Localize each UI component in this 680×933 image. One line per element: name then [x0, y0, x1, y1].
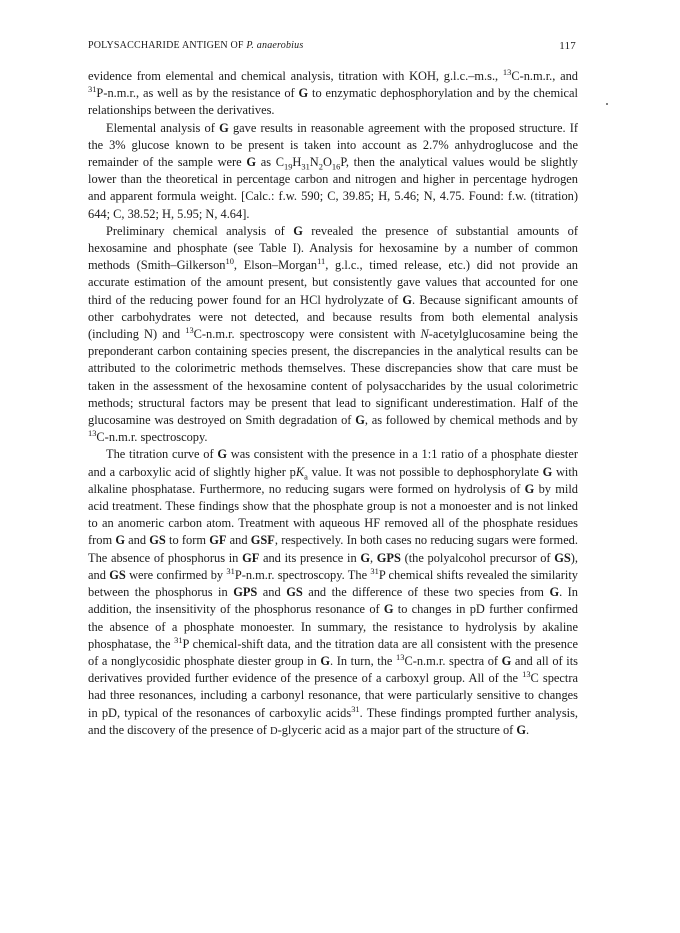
text-run: 19: [284, 161, 293, 172]
text-run: 16: [331, 161, 341, 172]
text-run: GF: [242, 550, 260, 565]
text-run: G: [355, 413, 365, 428]
text-run: G: [115, 533, 125, 548]
text-run: -acetylglucosamine being the preponderant carbon containing species present, the discrepancies in the analytical results can be attributed to the colorimetric methods themselves. These discrepancies show that care must be taken in the assessment of the hexosamine content of polysaccharides by the usual colorimetric methods; structural factors may be present that lead to significant underestimation. Half of the glucosamine was destroyed on Smith degradation of: [88, 327, 578, 428]
text-run: by mild acid treatment. These findings show that the phosphate group is not a monoester and is not linked to an anomeric carbon atom. Treatment with aqueous HF removed all of the phosphate residues from: [88, 481, 578, 548]
text-run: and: [226, 533, 251, 548]
text-run: C-n.m.r. spectra of: [404, 653, 502, 668]
text-run: 2: [318, 161, 323, 172]
text-run: G: [402, 292, 413, 307]
margin-mark: [606, 103, 608, 105]
text-run: 13: [522, 668, 531, 679]
text-run: P chemical-shift data, and the titration data are all consistent with the presence of a nonglycosidic phosphate diester group in: [88, 636, 578, 668]
text-run: H: [292, 155, 302, 170]
text-run: K: [295, 464, 305, 479]
text-run: C spectra had three resonances, including a carbonyl resonance, that were particularly sensitive to changes in pD, typical of the resonances of carboxylic acids: [88, 671, 578, 720]
text-run: . In turn, the: [330, 653, 397, 668]
text-run: 31: [174, 634, 183, 645]
running-title-organism: P. anaerobius: [246, 40, 304, 51]
text-run: G: [298, 86, 309, 101]
text-run: 31: [351, 703, 360, 714]
text-run: 13: [502, 66, 512, 77]
text-run: G: [219, 120, 229, 135]
text-run: (the polyalcohol precursor of: [400, 550, 555, 565]
text-run: 31: [370, 565, 379, 576]
text-run: with alkaline phosphatase. Furthermore, no reducing sugars were formed on hydrolysis of: [88, 464, 578, 496]
text-run: G: [516, 722, 527, 737]
text-run: to form: [165, 533, 210, 548]
text-run: GS: [286, 585, 303, 600]
text-run: C-n.m.r. spectroscopy.: [96, 430, 208, 445]
text-run: 13: [396, 651, 405, 662]
text-run: Preliminary chemical analysis of: [106, 223, 294, 238]
text-run: G: [501, 653, 512, 668]
text-run: . In addition, the insensitivity of the phosphorus resonance of: [88, 585, 578, 617]
text-run: , g.l.c., timed release, etc.) did not provide an accurate estimation of the amount present, but consistently gave values that accounted for one third of the reducing power found for an HCl hydrolyzate of: [88, 258, 578, 307]
text-run: GPS: [376, 550, 401, 565]
text-run: to changes in pD further confirmed the absence of a phosphate monoester. In summary, the resistance to hydrolysis by akaline phosphatase, the: [88, 602, 578, 651]
text-run: were confirmed by: [125, 567, 227, 582]
text-run: value. It was not possible to dephosphorylate: [307, 464, 543, 479]
text-run: 11: [317, 256, 326, 267]
article-body: [88, 68, 578, 740]
paragraph-4: [88, 446, 578, 739]
text-run: Elemental analysis of: [106, 120, 220, 135]
text-run: G: [360, 550, 370, 565]
text-run: a: [304, 471, 308, 482]
text-run: G: [217, 447, 228, 462]
text-run: GS: [554, 550, 571, 565]
text-run: G: [293, 223, 303, 238]
text-run: GS: [109, 567, 126, 582]
text-run: 13: [185, 324, 194, 335]
text-run: . These findings prompted further analysis, and the discovery of the presence of: [88, 705, 579, 737]
text-run: G: [246, 155, 256, 170]
text-run: and: [124, 533, 150, 548]
text-run: GPS: [233, 585, 258, 600]
text-run: 31: [226, 565, 235, 576]
text-run: G: [524, 481, 535, 496]
text-run: evidence from elemental and chemical analysis, titration with KOH, g.l.c.–m.s.,: [88, 69, 503, 83]
text-run: GF: [209, 533, 227, 548]
text-run: 10: [225, 256, 234, 267]
text-run: gave results in reasonable agreement with the proposed structure. If the 3% glucose known to be present is taken into account as 2.7% anhydroglucose and the remainder of the sample were: [88, 120, 579, 170]
page-number: 117: [559, 40, 576, 52]
text-run: . Because significant amounts of other carbohydrates were not detected, and because results from both elemental analysis (including N) and: [88, 292, 578, 342]
text-run: GS: [149, 533, 166, 548]
text-run: to enzymatic dephosphorylation and by the chemical relationships between the derivatives.: [88, 86, 578, 118]
text-run: G: [320, 653, 330, 668]
paragraph-1: [88, 68, 578, 120]
text-run: The titration curve of: [106, 447, 218, 462]
text-run: P-n.m.r. spectroscopy. The: [234, 567, 371, 582]
text-run: and the difference of these two species from: [302, 585, 550, 600]
text-run: -glyceric acid as a major part of the structure of: [277, 722, 517, 737]
text-run: P-n.m.r., as well as by the resistance of: [96, 86, 299, 101]
text-run: P chemical shifts revealed the similarity between the phosphorus in: [88, 567, 578, 600]
text-run: G: [542, 464, 553, 479]
text-run: C-n.m.r., and: [511, 69, 579, 83]
text-run: O: [322, 155, 332, 170]
paragraph-3: [88, 223, 578, 447]
text-run: P, then the analytical values would be slightly lower than the theoretical in percentage carbon and nitrogen and higher in percentage hydrogen and apparent formula weight. [Calc.: f.w. 590; C, 39.85; H, 5.46; N, 4.75. Found: f.w. (titration) 644; C, 38.52; H, 5.95; N, 4.64].: [88, 155, 578, 221]
text-run: was consistent with the presence in a 1:1 ratio of a phosphate diester and a carboxylic acid of slightly higher p: [88, 447, 578, 479]
text-run: C-n.m.r. spectroscopy were consistent with: [193, 327, 421, 342]
text-run: as C: [256, 155, 284, 170]
running-header: [88, 40, 576, 54]
text-run: G: [383, 602, 394, 617]
text-run: N: [309, 155, 319, 170]
text-run: 13: [88, 428, 97, 439]
text-run: .: [526, 722, 530, 737]
text-run: 31: [301, 161, 310, 172]
paragraph-2: [88, 120, 578, 223]
text-run: N: [420, 327, 429, 342]
text-run: ,: [369, 550, 377, 565]
text-run: G: [549, 585, 560, 600]
text-run: , respectively. In both cases no reducing sugars were formed. The absence of phosphorus in: [88, 533, 578, 565]
text-run: , as followed by chemical methods and by: [364, 413, 578, 428]
text-run: and: [257, 585, 287, 600]
text-run: and its presence in: [259, 550, 361, 565]
text-run: , Elson–Morgan: [233, 258, 318, 273]
text-run: GSF: [250, 533, 275, 548]
text-run: D: [270, 725, 278, 737]
text-run: revealed the presence of substantial amounts of hexosamine and phosphate (see Table I). Analysis for hexosamine by a number of common methods (Smith–Gilkerson: [88, 223, 578, 273]
text-run: ), and: [88, 550, 579, 582]
text-run: 31: [88, 84, 97, 95]
text-run: and all of its derivatives provided further evidence of the presence of a carboxyl group. All of the: [88, 653, 578, 686]
running-title-text: POLYSACCHARIDE ANTIGEN OF: [88, 40, 247, 51]
running-title: [88, 40, 303, 51]
